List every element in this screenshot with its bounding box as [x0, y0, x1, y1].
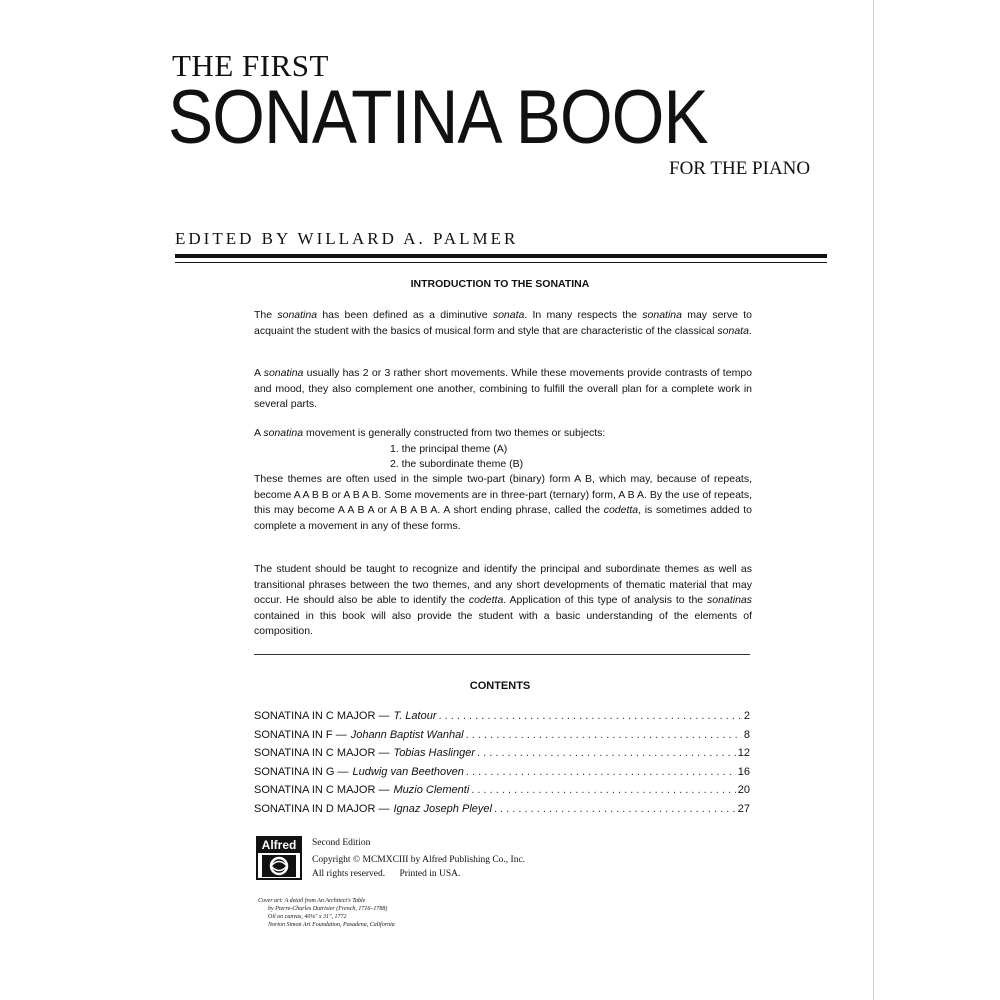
- entry-page: 8: [743, 728, 750, 741]
- logo-text: Alfred: [258, 838, 300, 853]
- cover-art-line: Norton Simon Art Foundation, Pasadena, California: [268, 922, 395, 928]
- book-title: SONATINA BOOK: [168, 75, 708, 160]
- book-subtitle: FOR THE PIANO: [669, 158, 811, 179]
- cover-art-line: by Pierre-Charles Dutrisier (French, 1716–1788): [268, 906, 388, 912]
- contents-entry: SONATINA IN G — Ludwig van Beethoven . . . 16: [254, 766, 750, 785]
- entry-composer: Tobias Haslinger: [393, 747, 476, 760]
- intro-heading: INTRODUCTION TO THE SONATINA: [410, 278, 590, 290]
- leader-dots: [471, 784, 735, 796]
- entry-page: 16: [737, 765, 750, 778]
- contents-list: [254, 710, 750, 822]
- entry-page: 27: [737, 802, 750, 815]
- contents-entry: SONATINA IN D MAJOR — Ignaz Joseph Pleyel . . . 27: [254, 803, 750, 822]
- leader-dots: [439, 710, 742, 722]
- contents-entry: SONATINA IN F — Johann Baptist Wanhal . . . 8: [254, 729, 750, 748]
- leader-dots: [466, 766, 736, 778]
- contents-entry: SONATINA IN C MAJOR — T. Latour . . . 2: [254, 710, 750, 729]
- entry-title: SONATINA IN C MAJOR: [254, 710, 376, 722]
- edition-note: Second Edition: [312, 838, 371, 848]
- editor-credit: EDITED BY WILLARD A. PALMER: [175, 229, 519, 248]
- intro-paragraph-5: The student should be taught to recognize and identify the principal and subordinate themes as well as transitional phrases between the two themes, and any short developments of thematic material that may occur. He should also be able to identify the codetta. Application of this type of analysis to the sonatinas contained in this book will also provide the student with a basic understanding of the elements of composition.: [254, 563, 752, 638]
- entry-page: 12: [737, 747, 750, 760]
- list-item: 2. the subordinate theme (B): [390, 458, 524, 470]
- entry-composer: T. Latour: [393, 710, 437, 722]
- printed-note: Printed in USA.: [399, 869, 461, 879]
- leader-dots: [466, 729, 742, 741]
- rights-line: [312, 869, 512, 879]
- cover-art-line: Cover art: A detail from An Architect's Table: [258, 898, 366, 904]
- entry-title: SONATINA IN C MAJOR: [254, 784, 376, 797]
- cover-art-line: Oil on canvas, 40⅛" x 31", 1772: [268, 914, 347, 920]
- contents-heading: CONTENTS: [469, 680, 531, 692]
- title-line-1: THE FIRST: [172, 48, 329, 83]
- entry-page: 20: [737, 784, 750, 797]
- alfred-logo: [256, 836, 302, 880]
- entry-composer: Ludwig van Beethoven: [352, 765, 464, 778]
- leader-dots: [477, 747, 736, 759]
- page-edge: [873, 0, 874, 1000]
- section-divider: [254, 654, 750, 655]
- contents-entry: SONATINA IN C MAJOR — Muzio Clementi . . . 20: [254, 784, 750, 803]
- logo-emblem-icon: [262, 855, 296, 877]
- entry-composer: Muzio Clementi: [393, 784, 470, 797]
- heading-rule-thin: [175, 262, 827, 263]
- entry-title: SONATINA IN C MAJOR: [254, 747, 376, 760]
- entry-composer: Johann Baptist Wanhal: [350, 728, 464, 741]
- entry-page: 2: [743, 710, 750, 722]
- entry-title: SONATINA IN G: [254, 765, 335, 778]
- copyright-note: Copyright © MCMXCIII by Alfred Publishing Co., Inc.: [312, 855, 526, 865]
- intro-paragraph-3: A sonatina movement is generally constructed from two themes or subjects:: [254, 427, 606, 439]
- heading-rule: [175, 254, 827, 258]
- leader-dots: [494, 803, 736, 815]
- intro-paragraph-1: The sonatina has been defined as a diminutive sonata. In many respects the sonatina may serve to acquaint the student with the basics of musical form and style that are characteristic of the classical sonata.: [254, 309, 753, 337]
- intro-paragraph-4: These themes are often used in the simple two-part (binary) form A B, which may, because of repeats, become A A B B or A B A B. Some movements are in three-part (ternary) form, A B A. By the use of repeats, this may become A A B A or A B A B A. A short ending phrase, called the codetta, is sometimes added to complete a movement in any of these forms.: [254, 473, 752, 532]
- list-item: 1. the principal theme (A): [390, 443, 508, 455]
- intro-paragraph-2: A sonatina usually has 2 or 3 rather short movements. While these movements provide contrasts of tempo and mood, they also complement one another, combining to fulfill the overall plan for a complete work in several parts.: [254, 367, 752, 411]
- rights-note: All rights reserved.: [312, 869, 386, 879]
- contents-entry: SONATINA IN C MAJOR — Tobias Haslinger . . . 12: [254, 747, 750, 766]
- entry-composer: Ignaz Joseph Pleyel: [393, 802, 492, 815]
- entry-title: SONATINA IN D MAJOR: [254, 802, 376, 815]
- entry-title: SONATINA IN F: [254, 728, 333, 741]
